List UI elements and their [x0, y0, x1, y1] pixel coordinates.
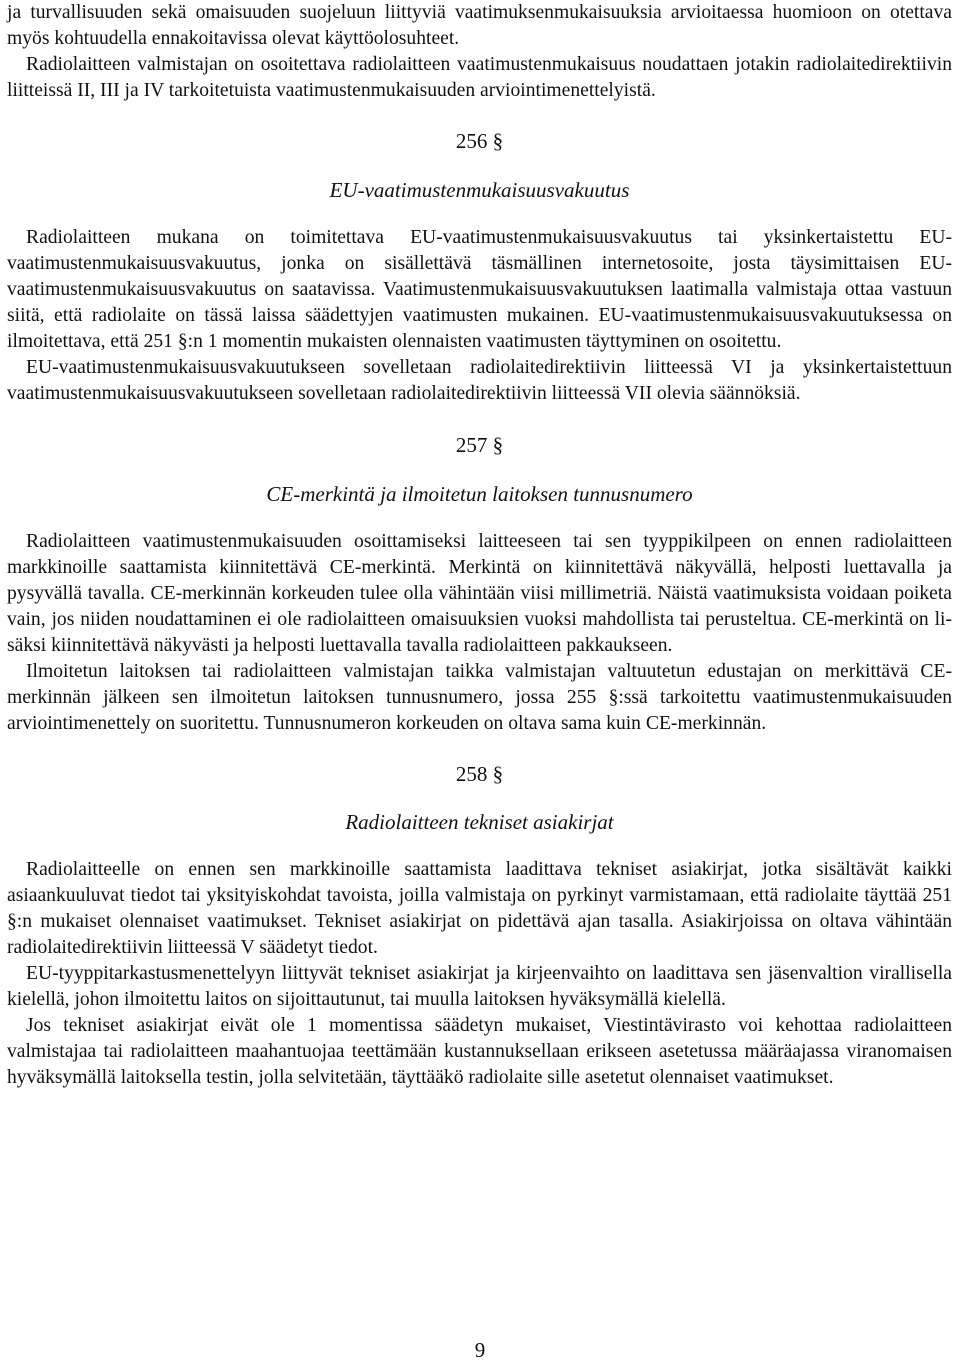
section-258: [7, 761, 952, 1091]
section-number: 256 §: [455, 129, 504, 153]
section-256: [7, 128, 952, 407]
section-title: EU-vaatimustenmukaisuusvakuutus: [329, 178, 630, 202]
section-title: Radiolaitteen tekniset asiakirjat: [345, 810, 614, 834]
page-number: 9: [474, 1338, 486, 1362]
section-paragraph: EU-tyyppitarkastusmenettelyyn liittyvät tekniset asiakirjat ja kirjeenvaihto on laadittava sen jäsenvaltion virallisella kielellä, johon ilmoitettu laitos on sijoittautunut, tai muulla laitoksen hyväksymällä kielellä.: [7, 963, 952, 1010]
intro-paragraph: ja turvallisuuden sekä omaisuuden suojeluun liittyviä vaatimuksenmukaisuuksia arvioitaessa huomioon on otettava myös kohtuudella ennakoitavissa olevat käyttöolosuhteet.: [7, 2, 952, 49]
section-title: CE-merkintä ja ilmoitetun laitoksen tunnusnumero: [266, 482, 693, 506]
section-paragraph: Radiolaitteelle on ennen sen markkinoille saattamista laadittava tekniset asiakirjat, jotka sisältävät kaikki asiaankuuluvat tiedot tai yksityiskohdat tavoista, joilla valmistaja on pyrkinyt varmistamaan, että radiolaite täyttää 251 §:n mukaiset olennaiset vaatimukset. Tekniset asiakirjat on pidettävä ajan tasalla. Asiakirjoissa on oltava vähintään radiolaitedirektiivin liitteessä V säädetyt tiedot.: [7, 859, 952, 958]
intro-text: [7, 0, 952, 104]
section-paragraph: EU-vaatimustenmukaisuusvakuutukseen sovelletaan radiolaitedirektiivin liitteessä VI ja yksinkertaistettuun vaatimustenmukaisuusvakuutukseen sovelletaan radiolaitedirektiivin liitteessä VII olevia säännöksiä.: [7, 357, 952, 404]
section-paragraph: Radiolaitteen vaatimustenmukaisuuden osoittamiseksi laitteeseen tai sen tyyppikilpeen on ennen radiolaitteen markkinoille saattamista kiinnitettävä CE-merkintä. Merkintä on kiinnitettävä näkyvällä, helposti luettavalla ja pysyvällä tavalla. CE-merkinnän korkeuden tulee olla vähintään viisi millimetriä. Näistä vaatimuksista voidaan poiketa vain, jos niiden noudattaminen ei ole radiolaitteen omaisuuksien vuoksi mahdollista tai perusteltua. CE-merkintä on lisäksi kiinnitettävä näkyvästi ja helposti luettavalla tavalla radiolaitteen pakkaukseen.: [7, 531, 952, 656]
intro-paragraph: Radiolaitteen valmistajan on osoitettava radiolaitteen vaatimustenmukaisuus noudattaen jotakin radiolaitedirektiivin liitteissä II, III ja IV tarkoitetuista vaatimustenmukaisuuden arviointimenettelyistä.: [7, 54, 952, 101]
section-paragraph: Radiolaitteen mukana on toimitettava EU-vaatimustenmukaisuusvakuutus tai yksinkertaistettu EU-vaatimustenmukaisuusvakuutus, jonka on sisällettävä täsmällinen internetosoite, josta täysimittaisen EU-vaatimustenmukaisuusvakuutus on saatavissa. Vaatimustenmukaisuusvakuutuksen laatimalla valmistaja ottaa vastuun siitä, että radiolaite on tässä laissa säädettyjen vaatimusten mukainen. EU-vaatimustenmukaisuusvakuutuksessa on ilmoitettava, että 251 §:n 1 momentin mukaisten olennaisten vaatimusten täyttyminen on osoitettu.: [7, 227, 952, 352]
section-number: 258 §: [455, 762, 504, 786]
section-paragraph: Jos tekniset asiakirjat eivät ole 1 momentissa säädetyn mukaiset, Viestintävirasto voi kehottaa radiolaitteen valmistajaa tai radiolaitteen maahantuojaa teettämään kustannuksellaan erikseen asetetussa määräajassa viranomaisen hyväksymällä laitoksella testin, jolla selvitetään, täyttääkö radiolaite sille asetetut olennaiset vaatimukset.: [7, 1015, 952, 1088]
document-page: [7, 0, 952, 1091]
section-257: [7, 432, 952, 737]
section-number: 257 §: [455, 433, 504, 457]
section-paragraph: Ilmoitetun laitoksen tai radiolaitteen valmistajan taikka valmistajan valtuutetun edustajan on merkittävä CE-merkinnän jälkeen sen ilmoitetun laitoksen tunnusnumero, jossa 255 §:ssä tarkoitettu vaatimustenmukaisuuden arviointimenettely on suoritettu. Tunnusnumeron korkeuden on oltava sama kuin CE-merkinnän.: [7, 661, 952, 734]
